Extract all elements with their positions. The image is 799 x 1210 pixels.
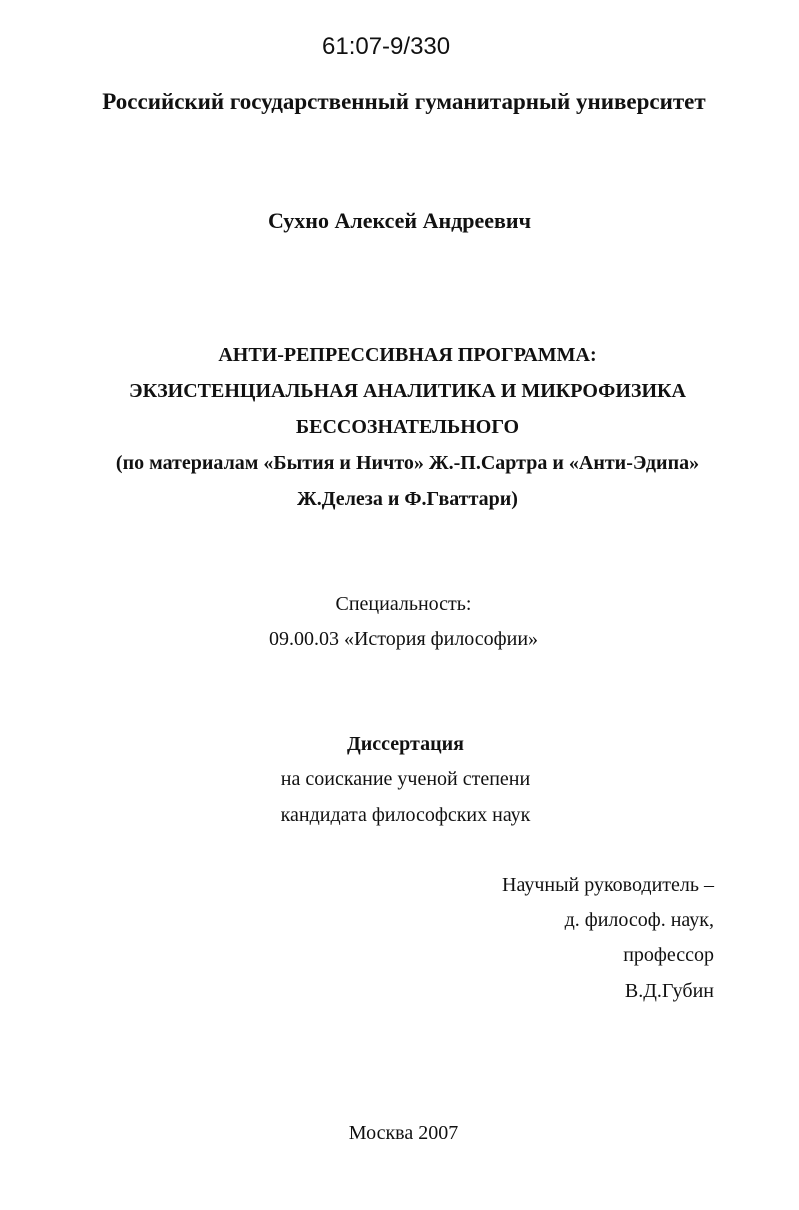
degree-line-2: кандидата философских наук <box>280 804 531 826</box>
city-year: Москва 2007 <box>348 1122 459 1144</box>
author-name: Сухно Алексей Андреевич <box>267 208 532 233</box>
degree-line-1: на соискание ученой степени <box>280 768 531 790</box>
dissertation-label: Диссертация <box>347 733 464 755</box>
subtitle-line-2: Ж.Делеза и Ф.Гваттари) <box>297 488 518 510</box>
supervisor-name: В.Д.Губин <box>624 980 714 1002</box>
specialty-label: Специальность: <box>335 593 472 615</box>
supervisor-line-1: Научный руководитель – <box>502 874 714 896</box>
catalog-number: 61:07-9/330 <box>322 33 451 60</box>
title-line-2: ЭКЗИСТЕНЦИАЛЬНАЯ АНАЛИТИКА И МИКРОФИЗИКА <box>129 380 686 402</box>
specialty-value: 09.00.03 «История философии» <box>268 628 539 650</box>
title-line-3: БЕССОЗНАТЕЛЬНОГО <box>295 416 520 438</box>
supervisor-line-2: д. философ. наук, <box>564 909 714 931</box>
supervisor-line-3: профессор <box>623 944 714 966</box>
university-name: Российский государственный гуманитарный университет <box>102 89 706 114</box>
title-line-1: АНТИ-РЕПРЕССИВНАЯ ПРОГРАММА: <box>218 344 597 366</box>
subtitle-line-1: (по материалам «Бытия и Ничто» Ж.-П.Сартра и «Анти-Эдипа» <box>115 452 700 474</box>
